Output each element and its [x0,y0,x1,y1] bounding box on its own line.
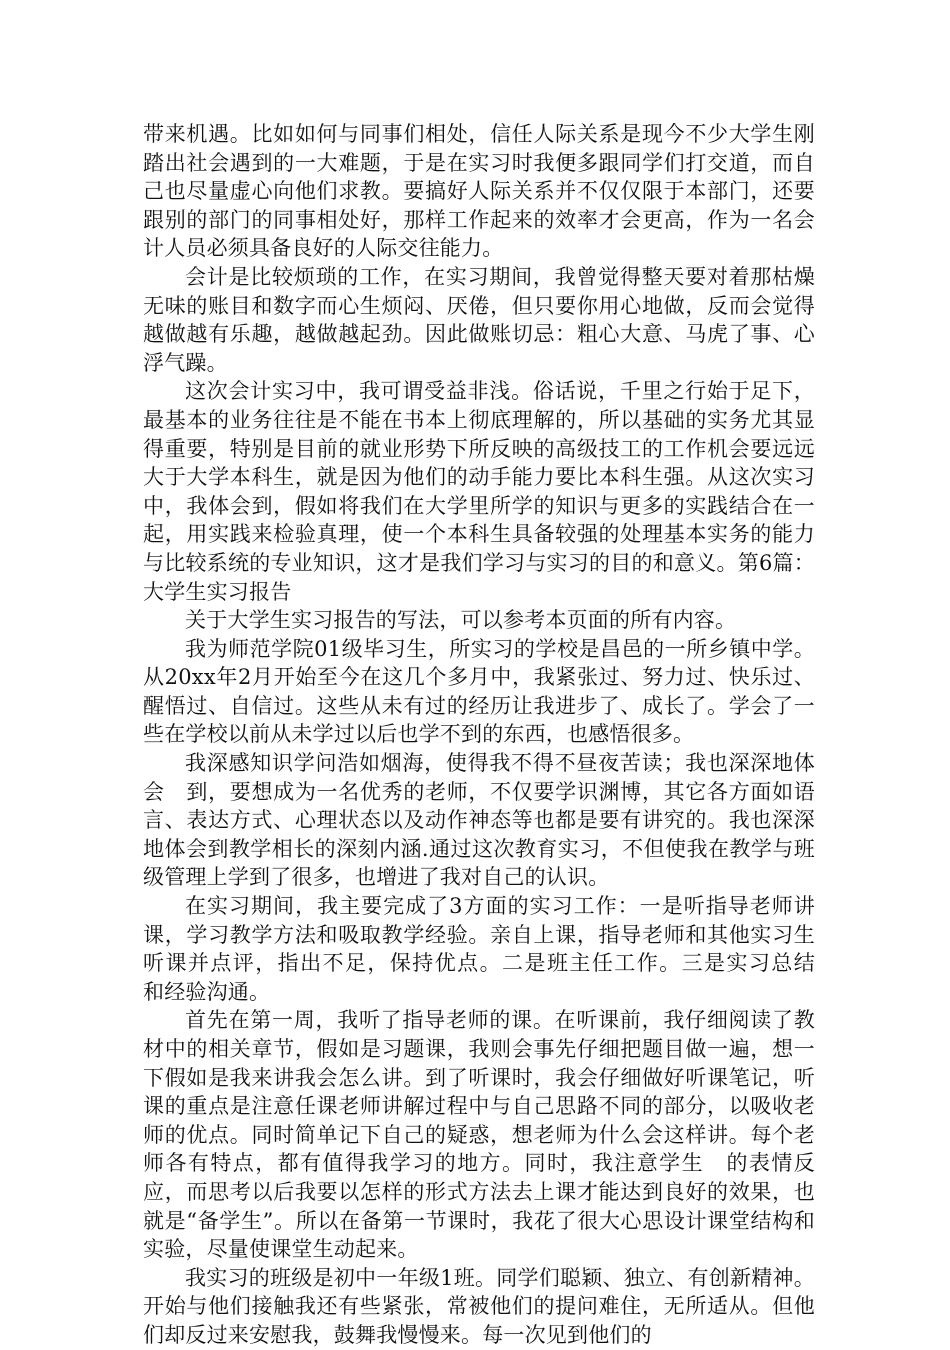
paragraph-1: 带来机遇。比如如何与同事们相处，信任人际关系是现今不少大学生刚踏出社会遇到的一大难题，于是在实习时我便多跟同学们打交道，而自己也尽量虚心向他们求教。要搞好人际关系并不仅仅限于本部门，还要跟别的部门的同事相处好，那样工作起来的效率才会更高，作为一名会计人员必须具备良好的人际交往能力。 [143,122,815,261]
paragraph-2: 会计是比较烦琐的工作，在实习期间，我曾觉得整天要对着那枯燥无味的账目和数字而心生烦闷、厌倦，但只要你用心地做，反而会觉得越做越有乐趣，越做越起劲。因此做账切忌：粗心大意、马虎了事、心浮气躁。 [143,264,815,375]
paragraph-5: 我为师范学院01级毕习生，所实习的学校是昌邑的一所乡镇中学。从20xx年2月开始至今在这几个多月中，我紧张过、努力过、快乐过、醒悟过、自信过。这些从未有过的经历让我进步了、成长了。学会了一些在学校以前从未学过以后也学不到的东西，也感悟很多。 [143,636,815,747]
paragraph-3: 这次会计实习中，我可谓受益非浅。俗话说，千里之行始于足下，最基本的业务往往是不能在书本上彻底理解的，所以基础的实务尤其显得重要，特别是目前的就业形势下所反映的高级技工的工作机会要远远大于大学本科生，就是因为他们的动手能力要比本科生强。从这次实习中，我体会到，假如将我们在大学里所学的知识与更多的实践结合在一起，用实践来检验真理，使一个本科生具备较强的处理基本实务的能力与比较系统的专业知识，这才是我们学习与实习的目的和意义。第6篇：大学生实习报告 [143,379,815,604]
document-body [143,120,837,1350]
paragraph-4: 关于大学生实习报告的写法，可以参考本页面的所有内容。 [185,608,737,633]
paragraph-9: 我实习的班级是初中一年级1班。同学们聪颖、独立、有创新精神。开始与他们接触我还有些紧张，常被他们的提问难住，无所适从。但他们却反过来安慰我，鼓舞我慢慢来。每一次见到他们的 [143,1265,815,1347]
paragraph-7: 在实习期间，我主要完成了3方面的实习工作：一是听指导老师讲课，学习教学方法和吸取教学经验。亲自上课，指导老师和其他实习生听课并点评，指出不足，保持优点。二是班主任工作。三是实习总结 和经验沟通。 [143,894,837,1004]
paragraph-6: 我深感知识学问浩如烟海，使得我不得不昼夜苦读；我也深深地体会 到，要想成为一名优秀的老师，不仅要学识渊博，其它各方面如语言、表达方式、心理状态以及动作神态等也都是要有讲究的。我也深深地体会到教学相长的深刻内涵.通过这次教育实习，不但使我在教学与班级管理上学到了很多，也增进了我对自己的认识。 [143,751,815,890]
paragraph-8: 首先在第一周，我听了指导老师的课。在听课前，我仔细阅读了教材中的相关章节，假如是习题课，我则会事先仔细把题目做一遍，想一下假如是我来讲我会怎么讲。到了听课时，我会仔细做好听课笔记，听课的重点是注意任课老师讲解过程中与自己思路不同的部分，以吸收老师的优点。同时简单记下自己的疑惑，想老师为什么会这样讲。每个老师各有特点，都有值得我学习的地方。同时，我注意学生 的表情反应，而思考以后我要以怎样的形式方法去上课才能达到良好的效果，也就是“备学生”。所以在备第一节课时，我花了很大心思设计课堂结构和实验，尽量使课堂生动起来。 [143,1008,815,1262]
